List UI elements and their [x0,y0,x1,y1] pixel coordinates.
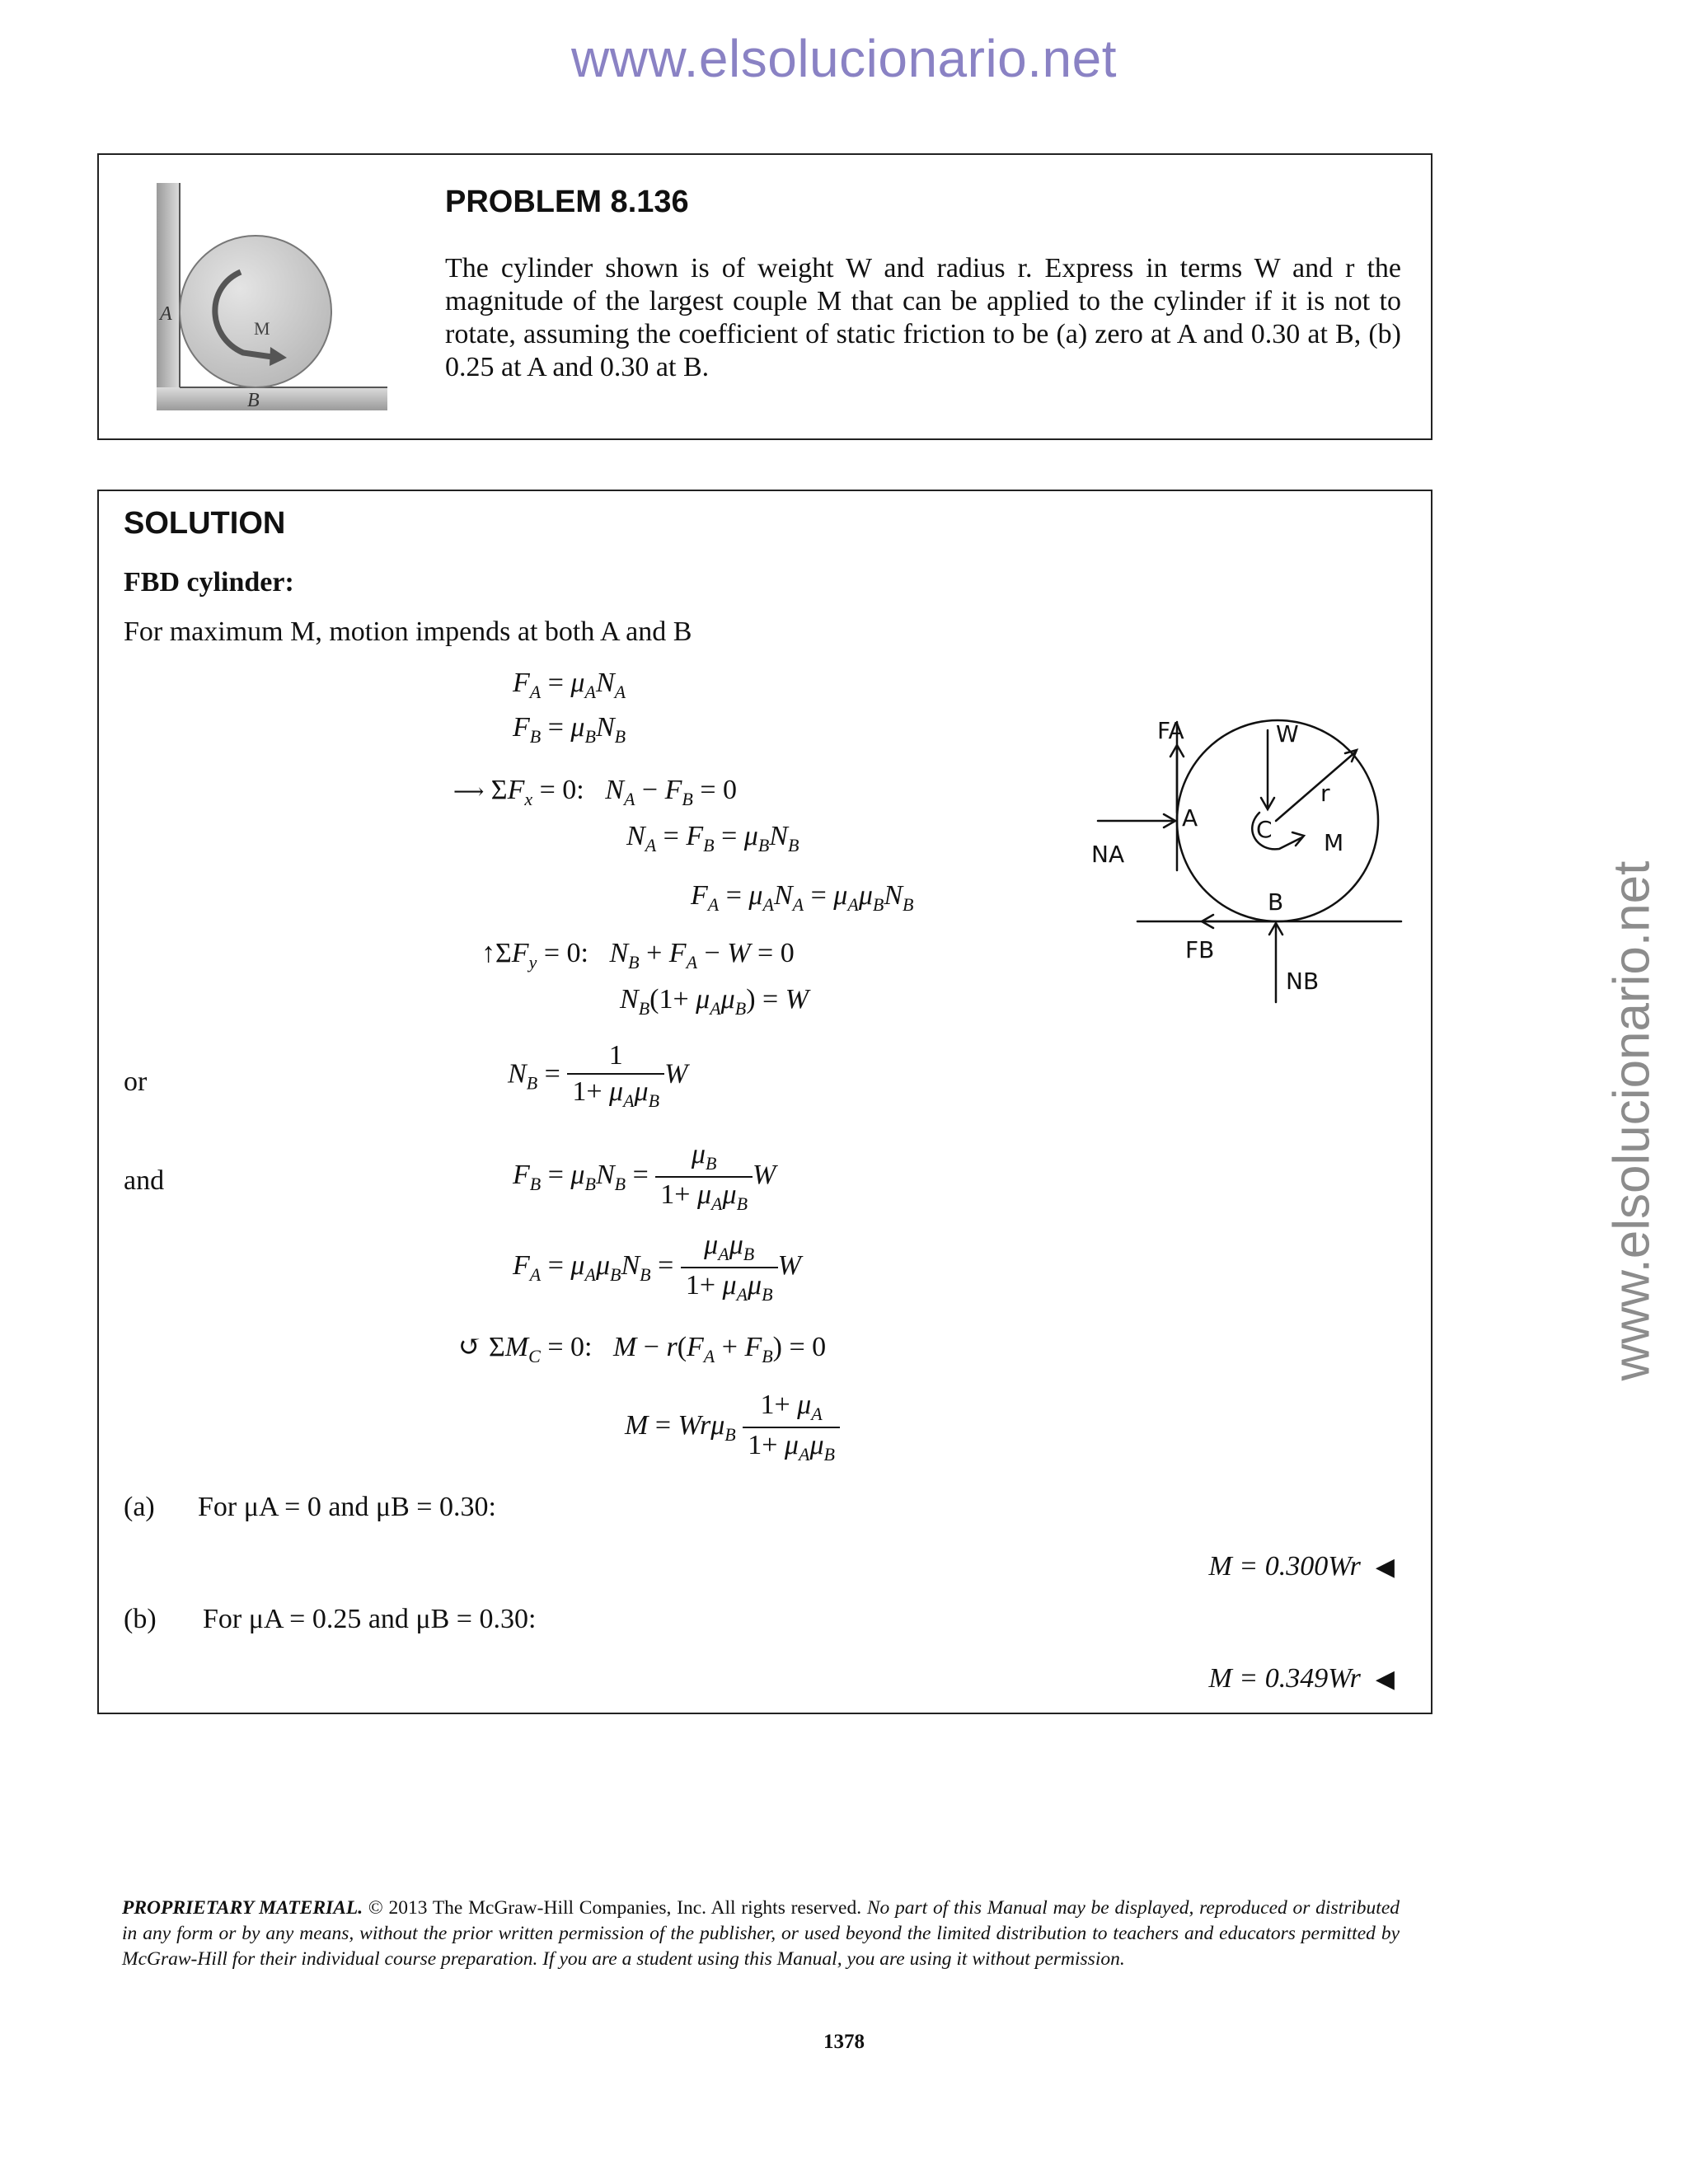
eq-sum-fy: $↑\Sigma F_y = 0$: $N_B + F_A - W = 0$ [481,938,795,972]
fbd-label-fa: FA [1157,717,1184,744]
solution-intro: For maximum M, motion impends at both A and B [124,616,692,647]
page-number: 1378 [823,2031,865,2053]
fbd-label-na: NA [1091,841,1125,868]
eq-sum-fx: ⟶ $\Sigma F_x = 0$: $N_A - F_B = 0$ [453,775,737,809]
footer-notice-text: No part of this Manual may be displayed, reproduced or distributed in any form or by any means, without the prior written permission of the publisher, or used beyond the limited distribution to teachers and educators permitted by McGraw-Hill for their individual course preparation. If you are a student using this Manual, you are using it without permission. [122,1897,1400,1970]
eq-fb-solved: $F_B = \mu_BN_B$ = $\frac{\mu_B}{1+ \mu_A\mu_B}$ W [513,1139,776,1214]
cylinder [180,236,331,387]
fbd-label-m: M [1324,829,1344,856]
label-B: B [247,390,260,411]
eq-fa-solved: $F_A = \mu_A\mu_BN_B$ = $\frac{\mu_A\mu_B}{1+ \mu_A\mu_B}$ W [513,1230,801,1305]
eq-m-result: M = Wrμ$_B$ $\frac{1+ \mu_A}{1+ \mu_A\mu_B}$ [625,1390,840,1465]
part-b-answer: M = 0.349Wr ◀ [1208,1663,1395,1694]
wall [157,183,180,410]
fbd-heading: FBD cylinder: [124,567,294,598]
fbd-label-c: C [1256,816,1273,843]
fbd-label-fb: FB [1185,936,1215,963]
part-b-label: (b) [124,1604,157,1634]
fbd-diagram [1088,705,1418,1010]
fbd-label-b: B [1268,888,1284,916]
word-and: and [124,1165,165,1196]
watermark-top: www.elsolucionario.net [571,29,1117,88]
fbd-label-a: A [1182,804,1198,832]
part-a-label: (a) [124,1492,155,1522]
problem-statement: The cylinder shown is of weight W and radius r. Express in terms W and r the magnitude of the largest couple M that can be applied to the cylinder if it is not to rotate, assuming the coefficient of static friction to be (a) zero at A and 0.30 at B, (b) 0.25 at A and 0.30 at B. [445,253,1401,382]
word-or: or [124,1066,148,1097]
label-M: M [254,318,270,339]
problem-title: PROBLEM 8.136 [445,185,689,219]
footer-lead: PROPRIETARY MATERIAL. [122,1897,363,1919]
eq-fa-expanded: $F_A = \mu_AN_A = \mu_A\mu_BN_B$ [691,880,914,915]
eq-fb-friction: $F_B = \mu_BN_B$ [513,712,626,747]
eq-sum-mc: ↺ $\Sigma M_C = 0$: $M - r(F_A + F_B) = 0$ [458,1332,827,1366]
footer-copyright: © 2013 The McGraw-Hill Companies, Inc. All rights reserved. [363,1897,867,1919]
eq-na-fb: $N_A = F_B = \mu_BN_B$ [626,821,799,855]
solution-title: SOLUTION [124,506,286,541]
eq-nb-w: $N_B(1+ \mu_A\mu_B) = W$ [620,984,809,1019]
radius-line [1276,752,1356,821]
fbd-label-nb: NB [1286,968,1320,995]
footer-notice [122,1896,1400,1972]
part-b-condition: For μA = 0.25 and μB = 0.30: [203,1604,537,1634]
eq-nb-solved: $N_B$ = $\frac{1}{1+ \mu_A\mu_B}$ W [508,1040,688,1111]
watermark-side: www.elsolucionario.net [1603,860,1661,1381]
label-A: A [160,303,172,325]
problem-figure [148,180,412,419]
solution-box [97,490,1432,1714]
floor [157,387,387,410]
fbd-label-w: W [1276,720,1299,748]
fbd-label-r: r [1320,780,1330,807]
eq-fa-friction: $F_A = \mu_AN_A$ [513,668,626,702]
part-a-condition: For μA = 0 and μB = 0.30: [198,1492,496,1522]
part-a-answer: M = 0.300Wr ◀ [1208,1551,1395,1582]
problem-box [97,153,1432,440]
